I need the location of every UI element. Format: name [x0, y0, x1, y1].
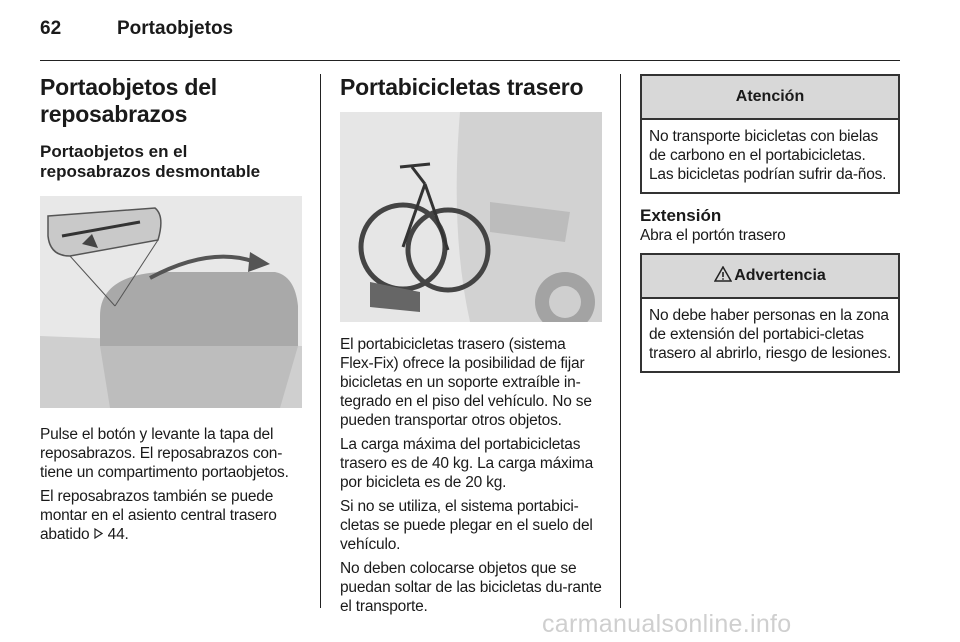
- extension-text: Abra el portón trasero: [640, 227, 786, 244]
- armrest-illustration: [40, 196, 302, 408]
- column-armrest: [40, 74, 302, 544]
- watermark: carmanualsonline.info: [542, 610, 792, 638]
- column-notices: [640, 74, 900, 373]
- page-reference-arrow-icon: [94, 525, 104, 544]
- armrest-title: Portaobjetos del reposabrazos: [40, 74, 217, 127]
- bike-carrier-paragraph-1: El portabicicletas trasero (sistema Flex-Fix) ofrece la posibilidad de fijar bicicletas en un soporte extraíble in-tegrado en el piso del vehículo. No se pueden transportar otros objetos.: [340, 336, 592, 429]
- armrest-paragraph-2: [40, 487, 302, 544]
- attention-text: No transporte bicicletas con bielas de carbono en el portabicicletas. Las bicicletas podrían sufrir da-ños.: [649, 128, 887, 183]
- header-rule: [40, 60, 900, 61]
- armrest-paragraph-1: Pulse el botón y levante la tapa del reposabrazos. El reposabrazos con-tiene un compartimento portaobjetos.: [40, 426, 289, 481]
- armrest-image: [40, 196, 302, 408]
- armrest-subtitle: Portaobjetos en el reposabrazos desmontable: [40, 142, 261, 181]
- bike-carrier-title: Portabicicletas trasero: [340, 74, 584, 100]
- page-number: 62: [40, 18, 62, 39]
- armrest-reference-page: 44.: [107, 526, 129, 543]
- column-divider: [320, 74, 321, 608]
- armrest-paragraph-2-text: El reposabrazos también se puede montar en el asiento central trasero abatido: [40, 488, 277, 543]
- bike-carrier-paragraph-4: No deben colocarse objetos que se puedan soltar de las bicicletas du-rante el transporte.: [340, 560, 602, 615]
- extension-title: Extensión: [640, 206, 722, 225]
- bike-carrier-image: [340, 112, 602, 322]
- warning-title: Advertencia: [734, 267, 826, 284]
- bike-carrier-illustration: [340, 112, 602, 322]
- warning-triangle-icon: [714, 266, 732, 287]
- column-bike-carrier: [340, 74, 602, 616]
- bike-carrier-paragraph-3: Si no se utiliza, el sistema portabici-cletas se puede plegar en el suelo del vehículo.: [340, 498, 593, 553]
- attention-header: Atención: [642, 76, 898, 120]
- warning-text: No debe haber personas en la zona de extensión del portabici-cletas trasero al abrirlo, riesgo de lesiones.: [649, 307, 892, 362]
- column-divider: [620, 74, 621, 608]
- bike-carrier-paragraph-2: La carga máxima del portabicicletas trasero es de 40 kg. La carga máxima por bicicleta es de 20 kg.: [340, 436, 593, 491]
- section-title: Portaobjetos: [117, 18, 234, 39]
- warning-header: [642, 255, 898, 299]
- warning-box: [640, 253, 900, 373]
- attention-box: [640, 74, 900, 194]
